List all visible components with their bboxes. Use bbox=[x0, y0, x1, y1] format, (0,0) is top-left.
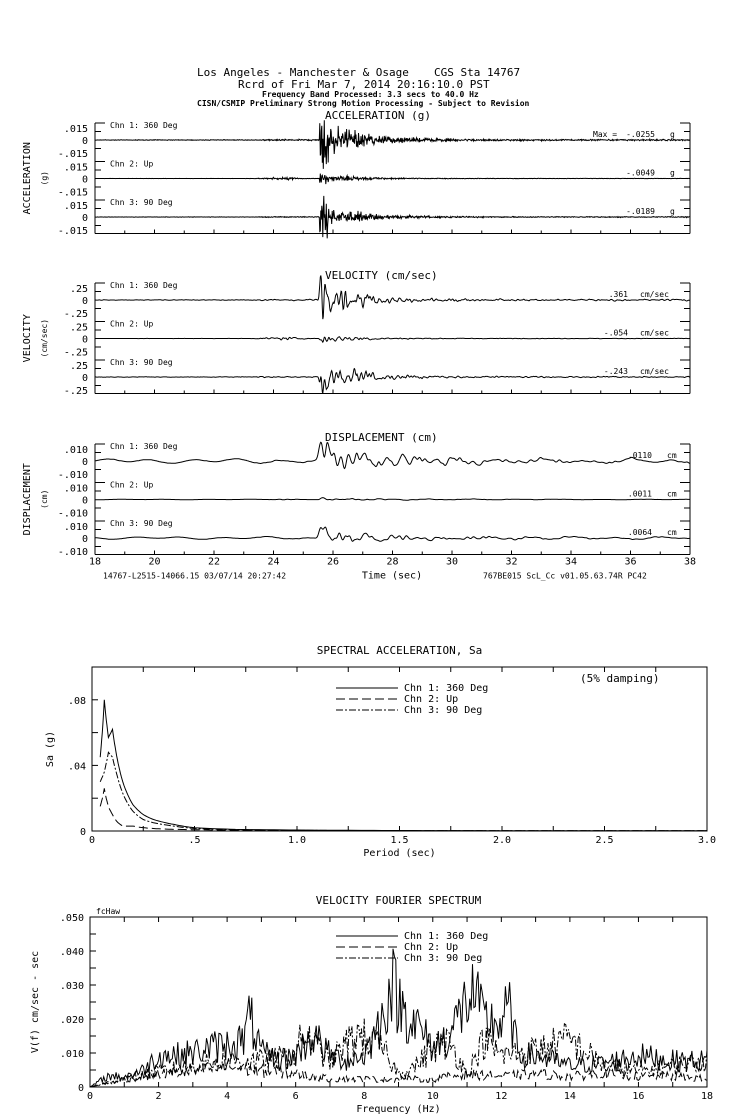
xtick-label: 30 bbox=[445, 556, 459, 568]
legend-label: Chn 1: 360 Deg bbox=[404, 683, 489, 694]
channel-peak-value: .0110 bbox=[627, 451, 652, 460]
channel-peak-value: -.0255 bbox=[626, 130, 655, 139]
station-id: CGS Sta 14767 bbox=[434, 66, 521, 79]
panel-unit-label: (cm) bbox=[40, 489, 49, 509]
ytick-label: .25 bbox=[69, 361, 88, 372]
chart-title: SPECTRAL ACCELERATION, Sa bbox=[316, 644, 483, 657]
channel-label: Chn 1: 360 Deg bbox=[110, 281, 178, 290]
ytick-label: .015 bbox=[63, 124, 88, 135]
corner-tag: fcHaw bbox=[96, 907, 121, 916]
channel-label: Chn 1: 360 Deg bbox=[110, 121, 178, 130]
channel-trace-group bbox=[58, 519, 690, 558]
channel-peak-unit: g bbox=[670, 130, 675, 139]
ytick-label: -.25 bbox=[63, 386, 88, 397]
max-prefix: Max = bbox=[593, 130, 618, 139]
xtick-label: 18 bbox=[700, 1091, 714, 1102]
legend-label: Chn 3: 90 Deg bbox=[404, 705, 483, 716]
damping-note: (5% damping) bbox=[580, 672, 660, 685]
ytick-label: 0 bbox=[81, 373, 88, 384]
series-line-chn1 bbox=[90, 949, 707, 1087]
ytick-label: 0 bbox=[81, 213, 88, 224]
channel-label: Chn 1: 360 Deg bbox=[110, 442, 178, 451]
ytick-label: .020 bbox=[59, 1015, 84, 1026]
channel-peak-unit: cm/sec bbox=[640, 367, 669, 376]
channel-trace bbox=[95, 527, 690, 541]
legend-label: Chn 2: Up bbox=[404, 942, 459, 953]
panel-ylabel: ACCELERATION bbox=[22, 142, 33, 215]
record-file-id: 14767-L2515-14066.15 03/07/14 20:27:42 bbox=[103, 571, 287, 581]
panel-ylabel: DISPLACEMENT bbox=[22, 463, 33, 536]
xtick-label: 4 bbox=[224, 1091, 231, 1102]
chart-title: VELOCITY FOURIER SPECTRUM bbox=[315, 894, 482, 907]
ytick-label: .015 bbox=[63, 162, 88, 174]
panel-unit-label: (g) bbox=[40, 171, 49, 186]
channel-label: Chn 3: 90 Deg bbox=[110, 519, 173, 528]
legend-label: Chn 2: Up bbox=[404, 694, 459, 705]
xtick-label: 22 bbox=[207, 556, 221, 568]
frequency-band: Frequency Band Processed: 3.3 secs to 40.0 Hz bbox=[262, 90, 479, 99]
channel-trace bbox=[95, 442, 690, 468]
channel-peak-value: -.0049 bbox=[626, 168, 655, 178]
ytick-label: .010 bbox=[63, 522, 88, 533]
ytick-label: 0 bbox=[81, 136, 88, 147]
record-time: Rcrd of Fri Mar 7, 2014 20:16:10.0 PST bbox=[238, 78, 490, 91]
panel-title: DISPLACEMENT (cm) bbox=[325, 431, 438, 444]
time-history-panel-velocity bbox=[22, 269, 690, 397]
channel-label: Chn 3: 90 Deg bbox=[110, 358, 173, 367]
legend-label: Chn 1: 360 Deg bbox=[404, 931, 489, 942]
ytick-label: .015 bbox=[63, 201, 88, 212]
channel-peak-value: -.0189 bbox=[626, 207, 655, 216]
channel-trace-group bbox=[58, 442, 690, 481]
site-name: Los Angeles - Manchester & Osage bbox=[197, 66, 409, 79]
channel-label: Chn 2: Up bbox=[110, 159, 154, 169]
ytick-label: 0 bbox=[81, 334, 88, 346]
channel-peak-value: -.243 bbox=[603, 367, 628, 376]
panel-unit-label: (cm/sec) bbox=[40, 318, 49, 358]
y-axis-title: V(f) cm/sec - sec bbox=[30, 950, 41, 1054]
ytick-label: 0 bbox=[81, 495, 88, 507]
channel-trace-group bbox=[58, 196, 690, 239]
spectral-acceleration-chart bbox=[45, 644, 716, 859]
xtick-label: 0 bbox=[88, 835, 96, 846]
xtick-label: 2.5 bbox=[595, 835, 614, 846]
x-axis-title: Period (sec) bbox=[363, 848, 436, 859]
channel-peak-value: -.054 bbox=[603, 328, 628, 338]
xtick-label: 18 bbox=[88, 556, 102, 568]
channel-trace bbox=[95, 174, 690, 185]
ytick-label: .010 bbox=[59, 1049, 84, 1060]
channel-peak-value: .361 bbox=[608, 290, 628, 299]
xtick-label: 14 bbox=[563, 1091, 576, 1102]
channel-label: Chn 2: Up bbox=[110, 319, 154, 329]
legend-label: Chn 3: 90 Deg bbox=[404, 953, 483, 964]
xtick-label: 36 bbox=[624, 556, 637, 568]
channel-trace bbox=[95, 498, 690, 501]
xtick-label: 3.0 bbox=[697, 835, 717, 846]
channel-peak-unit: g bbox=[670, 168, 675, 178]
header bbox=[197, 66, 530, 108]
xtick-label: 28 bbox=[386, 556, 399, 568]
ytick-label: -.010 bbox=[57, 470, 88, 481]
channel-peak-unit: cm bbox=[667, 451, 677, 460]
xtick-label: 2 bbox=[155, 1091, 162, 1102]
channel-trace bbox=[95, 276, 690, 320]
channel-peak-unit: cm/sec bbox=[640, 328, 669, 338]
xtick-label: 34 bbox=[564, 556, 578, 568]
ytick-label: .050 bbox=[59, 913, 84, 924]
xtick-label: 24 bbox=[267, 556, 280, 568]
ytick-label: .08 bbox=[67, 695, 86, 707]
xtick-label: 32 bbox=[505, 556, 518, 568]
channel-label: Chn 2: Up bbox=[110, 480, 154, 490]
ytick-label: .040 bbox=[59, 947, 84, 958]
xtick-label: 1.0 bbox=[287, 835, 307, 846]
xtick-label: 6 bbox=[292, 1091, 299, 1102]
channel-peak-unit: cm/sec bbox=[640, 290, 669, 299]
channel-peak-unit: cm bbox=[667, 528, 677, 537]
xtick-label: 12 bbox=[495, 1091, 508, 1102]
x-axis-title: Time (sec) bbox=[361, 570, 423, 582]
time-history-panel-displacement bbox=[22, 431, 696, 582]
ytick-label: .030 bbox=[59, 981, 84, 992]
ytick-label: -.010 bbox=[57, 547, 88, 558]
ytick-label: 0 bbox=[77, 1083, 84, 1094]
channel-trace-group bbox=[58, 160, 690, 199]
xtick-label: 26 bbox=[326, 556, 340, 568]
channel-trace bbox=[95, 337, 690, 343]
xtick-label: 8 bbox=[361, 1091, 368, 1102]
xtick-label: 0 bbox=[86, 1091, 94, 1102]
xtick-label: 2.0 bbox=[492, 835, 512, 846]
panel-ylabel: VELOCITY bbox=[22, 314, 33, 363]
xtick-label: 1.5 bbox=[390, 835, 409, 846]
x-axis-title: Frequency (Hz) bbox=[356, 1104, 441, 1115]
y-axis-title: Sa (g) bbox=[45, 730, 56, 768]
channel-peak-value: .0011 bbox=[627, 489, 652, 499]
ytick-label: .010 bbox=[63, 445, 88, 456]
ytick-label: -.015 bbox=[57, 226, 88, 237]
velocity-fourier-spectrum-chart bbox=[30, 894, 713, 1115]
ytick-label: 0 bbox=[81, 457, 88, 468]
ytick-label: -.015 bbox=[57, 187, 88, 199]
ytick-label: .25 bbox=[69, 322, 88, 334]
xtick-label: 38 bbox=[683, 556, 697, 568]
ytick-label: 0 bbox=[81, 296, 88, 307]
channel-trace-group bbox=[64, 358, 690, 397]
plot-frame bbox=[92, 667, 707, 831]
ytick-label: .010 bbox=[63, 483, 88, 495]
xtick-label: 16 bbox=[632, 1091, 645, 1102]
series-line-chn1 bbox=[100, 700, 707, 831]
time-history-panel-acceleration bbox=[22, 109, 690, 238]
ytick-label: 0 bbox=[81, 174, 88, 186]
series-line-chn3 bbox=[100, 752, 707, 831]
channel-trace bbox=[95, 120, 690, 169]
channel-peak-unit: g bbox=[670, 207, 675, 216]
ytick-label: .04 bbox=[67, 761, 86, 773]
channel-trace-group bbox=[64, 320, 690, 359]
xtick-label: .5 bbox=[188, 835, 201, 846]
channel-peak-unit: cm bbox=[667, 489, 677, 499]
ytick-label: -.25 bbox=[63, 347, 88, 359]
processing-notice: CISN/CSMIP Preliminary Strong Motion Processing - Subject to Revision bbox=[197, 99, 530, 108]
xtick-label: 20 bbox=[148, 556, 161, 568]
ytick-label: -.010 bbox=[57, 508, 88, 520]
channel-trace-group bbox=[58, 481, 690, 520]
series-line-chn2 bbox=[100, 788, 707, 830]
ytick-label: 0 bbox=[79, 827, 86, 838]
ytick-label: 0 bbox=[81, 534, 88, 545]
channel-peak-value: .0064 bbox=[627, 528, 652, 537]
ytick-label: .25 bbox=[69, 284, 88, 295]
time-history-charts bbox=[22, 109, 696, 582]
processing-version: 767BE015 ScL_Cc v01.05.63.74R PC42 bbox=[483, 571, 647, 581]
channel-trace-group bbox=[64, 276, 690, 321]
xtick-label: 10 bbox=[426, 1091, 439, 1102]
ytick-label: -.25 bbox=[63, 309, 88, 320]
ytick-label: -.015 bbox=[57, 149, 88, 160]
channel-label: Chn 3: 90 Deg bbox=[110, 198, 173, 207]
panel-title: VELOCITY (cm/sec) bbox=[325, 269, 438, 282]
panel-title: ACCELERATION (g) bbox=[325, 109, 431, 122]
